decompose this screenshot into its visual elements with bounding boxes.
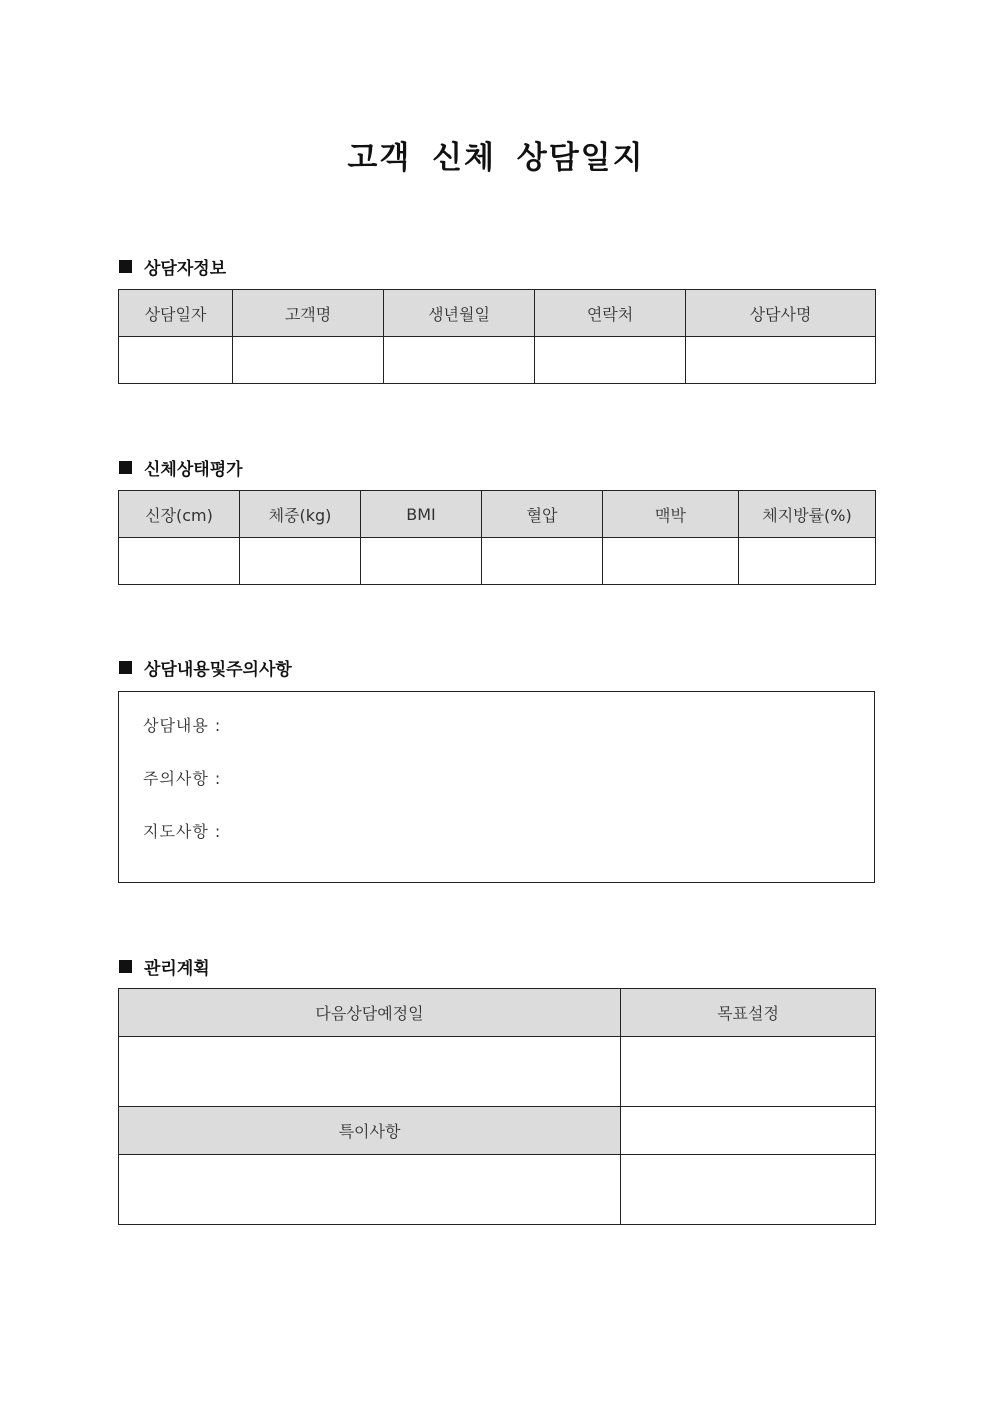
header-counselor-name: 상담사명 (686, 290, 876, 337)
precautions-label: 주의사항 : (143, 769, 222, 788)
management-plan-table (118, 988, 876, 1225)
client-info-table (118, 289, 876, 384)
blood-pressure-field[interactable] (482, 538, 603, 585)
guidance-label: 지도사항 : (143, 822, 222, 841)
table-row (119, 1107, 876, 1155)
header-client-name: 고객명 (233, 290, 384, 337)
table-header-row (119, 290, 876, 337)
weight-field[interactable] (240, 538, 361, 585)
consult-date-field[interactable] (119, 337, 233, 384)
section-heading-consult-notes (119, 655, 292, 680)
section-heading-label: 상담자정보 (144, 259, 227, 279)
page-title: 고객 신체 상담일지 (347, 140, 645, 176)
header-special-notes: 특이사항 (119, 1107, 621, 1155)
goal-setting-field[interactable] (621, 1037, 876, 1107)
body-fat-field[interactable] (739, 538, 876, 585)
table-row (119, 337, 876, 384)
table-header-row (119, 989, 876, 1037)
header-pulse: 맥박 (603, 491, 739, 538)
birthdate-field[interactable] (384, 337, 535, 384)
special-notes-field[interactable] (119, 1155, 621, 1225)
section-heading-client-info (119, 254, 226, 279)
goal-setting-field-3[interactable] (621, 1155, 876, 1225)
consult-content-label: 상담내용 : (143, 716, 222, 735)
square-bullet-icon (119, 260, 132, 273)
bmi-field[interactable] (361, 538, 482, 585)
section-heading-label: 신체상태평가 (144, 460, 243, 480)
client-name-field[interactable] (233, 337, 384, 384)
header-body-fat: 체지방률(%) (739, 491, 876, 538)
pulse-field[interactable] (603, 538, 739, 585)
section-heading-body-assessment (119, 455, 243, 480)
header-next-consult-date: 다음상담예정일 (119, 989, 621, 1037)
section-heading-plan (119, 954, 210, 979)
goal-setting-field-2[interactable] (621, 1107, 876, 1155)
square-bullet-icon (119, 661, 132, 674)
table-header-row (119, 491, 876, 538)
header-contact: 연락처 (535, 290, 686, 337)
header-consult-date: 상담일자 (119, 290, 233, 337)
header-bmi: BMI (361, 491, 482, 538)
square-bullet-icon (119, 960, 132, 973)
table-row (119, 1037, 876, 1107)
counselor-name-field[interactable] (686, 337, 876, 384)
height-field[interactable] (119, 538, 240, 585)
body-assessment-table (118, 490, 876, 585)
consult-notes-box[interactable] (118, 691, 875, 883)
section-heading-label: 상담내용및주의사항 (144, 660, 292, 680)
contact-field[interactable] (535, 337, 686, 384)
header-blood-pressure: 혈압 (482, 491, 603, 538)
header-birthdate: 생년월일 (384, 290, 535, 337)
header-goal-setting: 목표설정 (621, 989, 876, 1037)
table-row (119, 538, 876, 585)
table-row (119, 1155, 876, 1225)
header-weight: 체중(kg) (240, 491, 361, 538)
section-heading-label: 관리계획 (144, 959, 210, 979)
header-height: 신장(cm) (119, 491, 240, 538)
next-consult-date-field[interactable] (119, 1037, 621, 1107)
square-bullet-icon (119, 461, 132, 474)
